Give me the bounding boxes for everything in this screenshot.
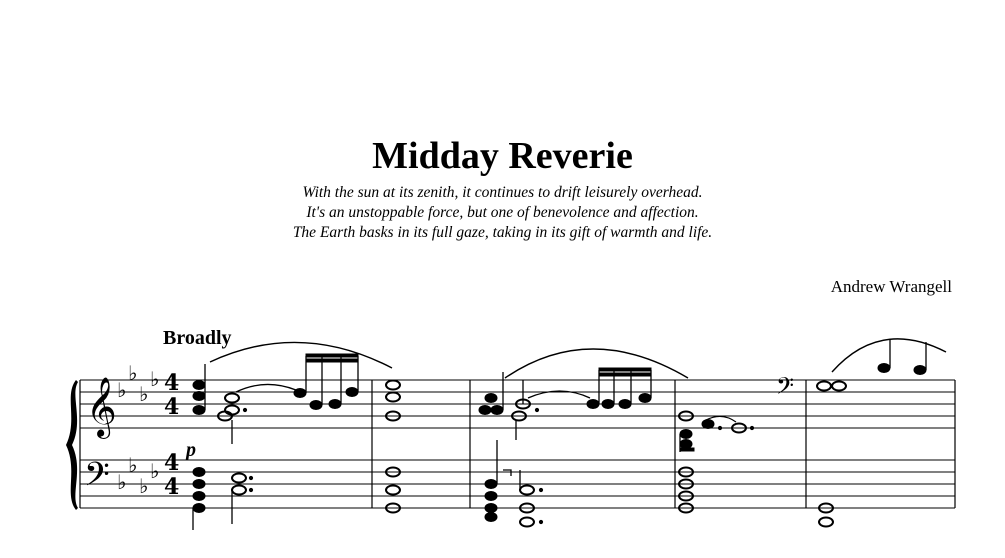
system-brace (66, 380, 78, 510)
measure-1-treble-chord-2 (386, 381, 400, 421)
composer-name: Andrew Wrangell (830, 277, 952, 296)
svg-text:♭: ♭ (139, 474, 149, 498)
bass-staff (80, 460, 955, 508)
svg-text:♭: ♭ (128, 361, 138, 385)
piece-title: Midday Reverie (372, 135, 633, 177)
svg-text:♭: ♭ (150, 367, 160, 391)
subtitle-line-1: With the sun at its zenith, it continues to drift leisurely overhead. (302, 184, 703, 201)
treble-clef-icon: 𝄞 (86, 377, 117, 437)
bass-clef-change-icon: 𝄢 (776, 372, 795, 405)
dynamic-marking: p (186, 439, 196, 461)
svg-text:4: 4 (164, 370, 180, 396)
subtitle-line-3: The Earth basks in its full gaze, taking in its gift of warmth and life. (292, 224, 713, 241)
svg-text:♭: ♭ (117, 470, 127, 494)
treble-key-signature (117, 361, 159, 406)
measure-1-treble (193, 342, 392, 444)
measure-2-treble (479, 349, 688, 440)
svg-text:4: 4 (164, 450, 180, 476)
subtitle-line-2: It's an unstoppable force, but one of benevolence and affection. (306, 204, 699, 221)
svg-text:♭: ♭ (150, 459, 160, 483)
measure-4-treble (817, 339, 946, 391)
measure-2-bass (485, 440, 543, 527)
measure-1-bass (193, 468, 400, 531)
tempo-marking: Broadly (163, 327, 232, 349)
bass-clef-icon: 𝄢 (84, 456, 110, 502)
measure-3-bass (679, 468, 693, 513)
svg-text:4: 4 (164, 474, 180, 500)
svg-text:♭: ♭ (128, 453, 138, 477)
svg-text:♭: ♭ (117, 378, 127, 402)
time-signature (164, 370, 179, 500)
measure-4-bass (819, 504, 833, 527)
svg-text:4: 4 (164, 394, 180, 420)
barlines (372, 380, 955, 508)
measure-3-treble (679, 412, 754, 453)
svg-text:♭: ♭ (139, 382, 149, 406)
